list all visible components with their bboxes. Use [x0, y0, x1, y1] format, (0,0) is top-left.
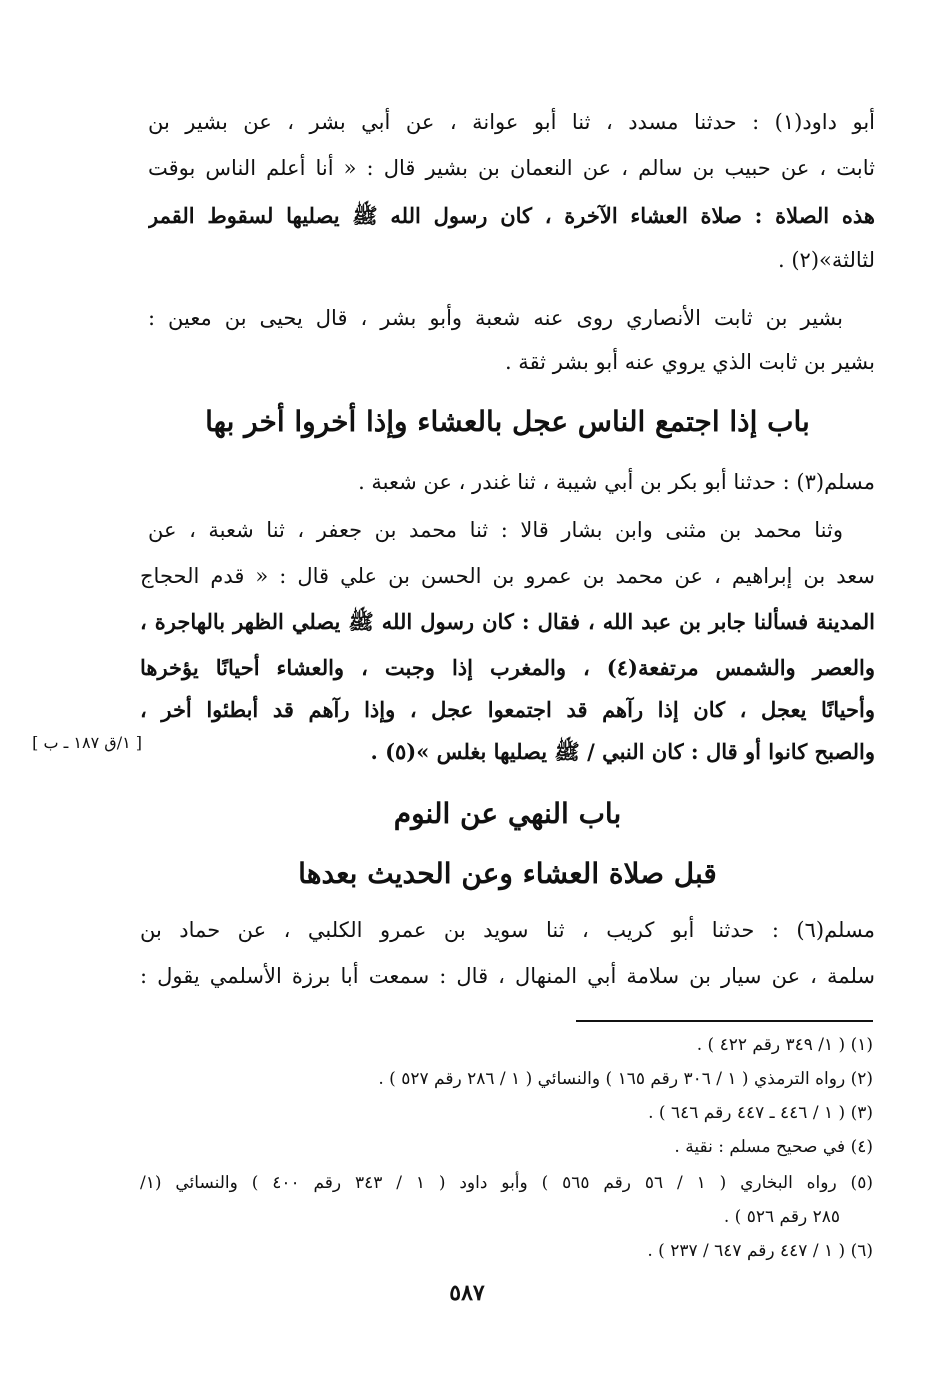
text-line: أبو داود(١) : حدثنا مسدد ، ثنا أبو عوانة ، عن أبي بشر ، عن بشير بن — [148, 110, 875, 134]
text-line: سعد بن إبراهيم ، عن محمد بن عمرو بن الحسن بن علي قال : « قدم الحجاج — [140, 564, 875, 588]
manuscript-folio-note: [ ١/ق ١٨٧ ـ ب ] — [32, 733, 142, 752]
text-line: ثابت ، عن حبيب بن سالم ، عن النعمان بن بشير قال : « أنا أعلم الناس بوقت — [148, 156, 875, 180]
text-line: وأحيانًا يعجل ، كان إذا رآهم قد اجتمعوا عجل ، وإذا رآهم قد أبطئوا أخر ، — [140, 697, 875, 722]
text-line: المدينة فسألنا جابر بن عبد الله ، فقال : كان رسول الله ﷺ يصلي الظهر بالهاجرة ، — [140, 609, 875, 634]
text-line: سلمة ، عن سيار بن سلامة أبي المنهال ، قال : سمعت أبا برزة الأسلمي يقول : — [140, 964, 875, 988]
footnote: (٥) رواه البخاري ( ١ / ٥٦ رقم ٥٦٥ ) وأبو داود ( ١ / ٣٤٣ رقم ٤٠٠ ) والنسائي (١/ — [140, 1173, 873, 1193]
section-heading: باب إذا اجتمع الناس عجل بالعشاء وإذا أخروا أخر بها — [205, 405, 810, 438]
footnote: (٣) ( ١ / ٤٤٦ ـ ٤٤٧ رقم ٦٤٦ ) . — [648, 1103, 873, 1123]
text-line: والصبح كانوا أو قال : كان النبي / ﷺ يصليها بغلس »(٥) . — [370, 739, 875, 764]
footnote: (٤) في صحيح مسلم : نقية . — [674, 1137, 873, 1157]
footnote-separator — [576, 1020, 873, 1022]
footnote-continuation: ٢٨٥ رقم ٥٢٦ ) . — [723, 1207, 840, 1227]
text-line: وثنا محمد بن مثنى وابن بشار قالا : ثنا محمد بن جعفر ، ثنا شعبة ، عن — [148, 518, 843, 542]
section-heading: باب النهي عن النوم — [393, 797, 622, 830]
footnote: (١) ( ١/ ٣٤٩ رقم ٤٢٢ ) . — [696, 1035, 873, 1055]
footnote: (٢) رواه الترمذي ( ١ / ٣٠٦ رقم ١٦٥ ) والنسائي ( ١ / ٢٨٦ رقم ٥٢٧ ) . — [378, 1069, 873, 1089]
footnote: (٦) ( ١ / ٤٤٧ رقم ٦٤٧ / ٢٣٧ ) . — [647, 1241, 873, 1261]
text-line: هذه الصلاة : صلاة العشاء الآخرة ، كان رسول الله ﷺ يصليها لسقوط القمر — [148, 203, 875, 228]
text-line: بشير بن ثابت الأنصاري روى عنه شعبة وأبو بشر ، قال يحيى بن معين : — [148, 306, 843, 330]
text-line: بشير بن ثابت الذي يروي عنه أبو بشر ثقة . — [504, 350, 875, 374]
text-line: مسلم(٦) : حدثنا أبو كريب ، ثنا سويد بن عمرو الكلبي ، عن حماد بن — [140, 918, 875, 942]
page-number: ٥٨٧ — [449, 1280, 485, 1306]
section-subheading: قبل صلاة العشاء وعن الحديث بعدها — [298, 857, 717, 890]
text-line: والعصر والشمس مرتفعة(٤) ، والمغرب إذا وجبت ، والعشاء أحيانًا يؤخرها — [140, 655, 875, 680]
text-line: لثالثة»(٢) . — [778, 248, 875, 272]
text-line: مسلم(٣) : حدثنا أبو بكر بن أبي شيبة ، ثنا غندر ، عن شعبة . — [358, 470, 875, 494]
